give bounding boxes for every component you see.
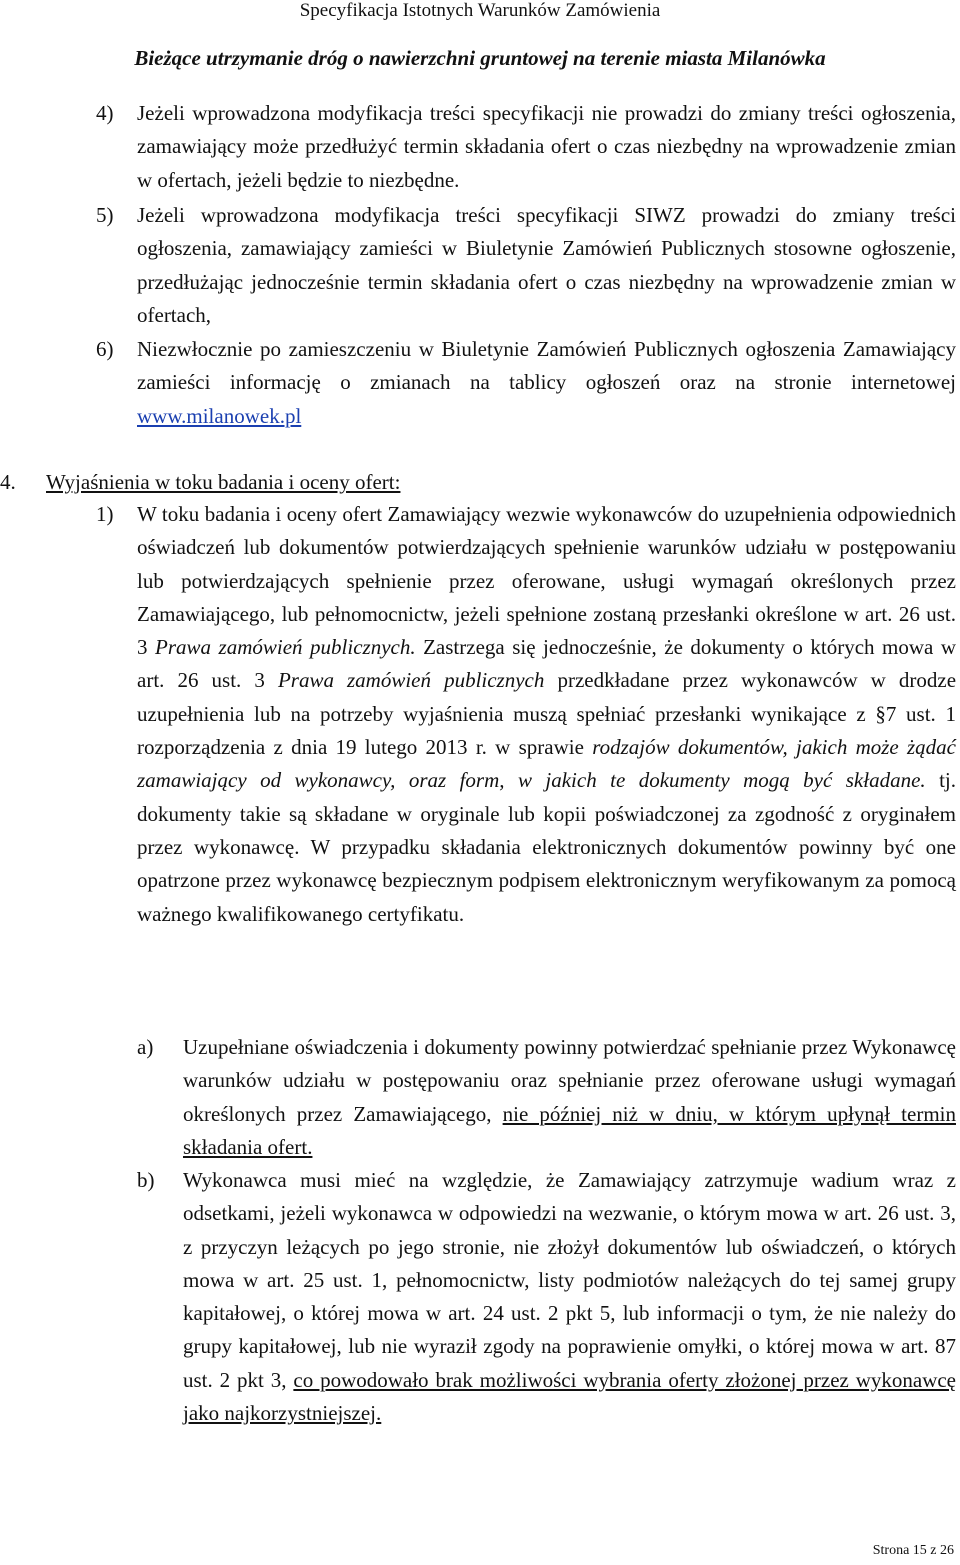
sub-a-body: Uzupełniane oświadczenia i dokumenty powinny potwierdzać spełnianie przez Wykonawcę warunków udziału w postępowaniu oraz spełnianie przez oferowane usługi wymagań określonych przez Zamawiającego,: [183, 1035, 956, 1126]
website-link[interactable]: www.milanowek.pl: [137, 403, 302, 428]
item-1-italic-b: Prawa zamówień publicznych: [277, 668, 545, 693]
item-4-text: [137, 97, 956, 197]
sub-a-text: [183, 1031, 956, 1164]
sub-b-number: b): [137, 1168, 155, 1192]
item-1-text-d: tj. dokumenty takie są składane w oryginale lub kopii poświadczonej za zgodność z oryginałem przez wykonawcę. W przypadku składania elektronicznych dokumentów powinny być one opatrzone przez wykonawcę bezpiecznym podpisem elektronicznym weryfikowanym za pomocą ważnego kwalifikowanego certyfikatu.: [137, 768, 957, 926]
section-4-number: 4.: [0, 470, 16, 494]
item-1-text-c: przedkładane przez wykonawców w drodze uzupełnienia lub na potrzeby wyjaśnienia muszą spełniać przesłanki wynikające z §7 ust. 1 rozporządzenia z dnia 19 lutego 2013 r. w sprawie: [137, 668, 957, 760]
sub-a-underlined: nie później niż w dniu, w którym upłynął termin składania ofert.: [183, 1101, 956, 1159]
sub-b-underlined: co powodowało brak możliwości wybrania oferty złożonej przez wykonawcę jako najkorzystniejszej.: [183, 1367, 957, 1426]
item-6-text: [137, 333, 956, 433]
section-4-item-1-number: 1): [96, 502, 114, 526]
sub-a-number: a): [137, 1035, 154, 1059]
sub-b-text: [183, 1164, 956, 1430]
item-4-number: 4): [96, 101, 114, 125]
item-5-text: [137, 199, 956, 332]
document-subtitle: Bieżące utrzymanie dróg o nawierzchni gruntowej na terenie miasta Milanówka: [134, 46, 826, 70]
section-4-title: Wyjaśnienia w toku badania i oceny ofert:: [46, 470, 401, 494]
item-5-body: Jeżeli wprowadzona modyfikacja treści specyfikacji SIWZ prowadzi do zmiany treści ogłoszenia, zamawiający zamieści w Biuletynie Zamówień Publicznych stosowne ogłoszenie, przedłużając jednocześnie termin składania ofert o czas niezbędny na wprowadzenie zmian w ofertach,: [137, 203, 956, 327]
page-number: Strona 15 z 26: [872, 1543, 954, 1558]
item-6-body: Niezwłocznie po zamieszczeniu w Biuletynie Zamówień Publicznych ogłoszenia Zamawiający zamieści informację o zmianach na tablicy ogłoszeń oraz na stronie internetowej: [137, 337, 956, 395]
item-1-text-b: Zastrzega się jednocześnie, że dokumenty o których mowa w art. 26 ust. 3: [137, 635, 957, 693]
section-4-item-1-text: [137, 498, 956, 931]
item-1-text-a: W toku badania i oceny ofert Zamawiający wezwie wykonawców do uzupełnienia odpowiednich oświadczeń lub dokumentów potwierdzających spełnienie warunków udziału w postępowaniu lub potwierdzających spełnienie przez oferowane, usługi wymagań określonych przez Zamawiającego, lub pełnomocnictw, jeżeli spełnione zostaną przesłanki określone w art. 26 ust. 3: [137, 502, 956, 660]
item-6-number: 6): [96, 337, 114, 361]
item-1-italic-a: Prawa zamówień publicznych.: [155, 635, 416, 660]
sub-b-body: Wykonawca musi mieć na względzie, że Zamawiający zatrzymuje wadium wraz z odsetkami, jeżeli wykonawca w odpowiedzi na wezwanie, o którym mowa w art. 26 ust. 3, z przyczyn leżących po jego stronie, nie złożył dokumentów lub oświadczeń, o których mowa w art. 25 ust. 1, pełnomocnictw, listy podmiotów należących do tej samej grupy kapitałowej, o której mowa w art. 24 ust. 2 pkt 5, lub informacji o tym, że nie należy do grupy kapitałowej, lub nie wyraził zgody na poprawienie omyłki, o której mowa w art. 87 ust. 2 pkt 3,: [183, 1168, 956, 1392]
item-1-italic-c: rodzajów dokumentów, jakich może żądać zamawiający od wykonawcy, oraz form, w jakich te dokumenty mogą być składane.: [137, 735, 957, 793]
item-4-body: Jeżeli wprowadzona modyfikacja treści specyfikacji nie prowadzi do zmiany treści ogłoszenia, zamawiający może przedłużyć termin składania ofert o czas niezbędny na wprowadzenie zmian w ofertach, jeżeli będzie to niezbędne.: [137, 101, 956, 192]
item-5-number: 5): [96, 203, 114, 227]
document-header: Specyfikacja Istotnych Warunków Zamówienia: [299, 0, 661, 21]
